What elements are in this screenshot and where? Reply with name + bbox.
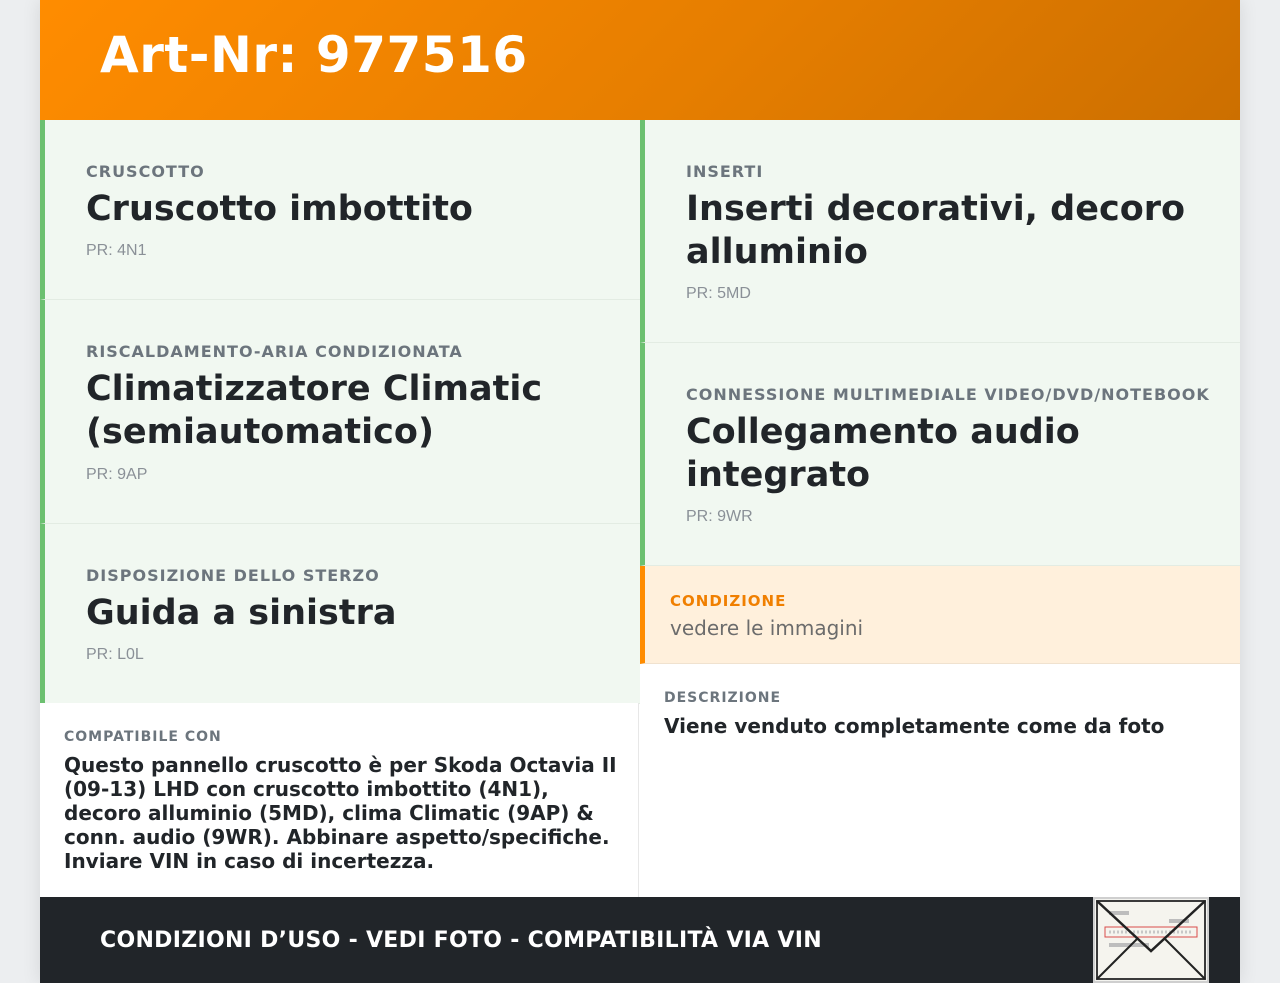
compatibility-label: COMPATIBILE CON bbox=[64, 729, 222, 745]
feature-category: DISPOSIZIONE DELLO STERZO bbox=[86, 566, 380, 585]
feature-pr-code: PR: 9WR bbox=[686, 508, 753, 525]
feature-category: CONNESSIONE MULTIMEDIALE VIDEO/DVD/NOTEBOOK bbox=[686, 385, 1210, 404]
feature-title: Cruscotto imbottito bbox=[86, 189, 473, 229]
feature-card-sterzo bbox=[40, 524, 640, 704]
feature-pr-code: PR: 4N1 bbox=[86, 242, 147, 259]
feature-title: Guida a sinistra bbox=[86, 593, 397, 633]
condition-value: vedere le immagini bbox=[670, 616, 864, 640]
envelope-logo-graphic bbox=[1095, 899, 1207, 981]
condition-label: CONDIZIONE bbox=[670, 592, 787, 610]
compatibility-section bbox=[40, 703, 639, 897]
feature-card-riscaldamento bbox=[40, 300, 640, 524]
feature-card-cruscotto bbox=[40, 120, 640, 300]
description-label: DESCRIZIONE bbox=[664, 690, 782, 706]
feature-pr-code: PR: L0L bbox=[86, 646, 144, 663]
compatibility-text: Questo pannello cruscotto è per Skoda Octavia II (09-13) LHD con cruscotto imbottito (4N1), decoro alluminio (5MD), clima Climatic (9AP) & conn. audio (9WR). Abbinare aspetto/specifiche. Inviare VIN in caso di incertezza. bbox=[64, 753, 617, 873]
envelope-icon bbox=[1093, 897, 1209, 983]
feature-card-inserti bbox=[640, 120, 1240, 343]
feature-category: INSERTI bbox=[686, 162, 764, 181]
feature-title: Climatizzatore Climatic (semiautomatico) bbox=[86, 369, 543, 452]
feature-pr-code: PR: 9AP bbox=[86, 466, 148, 483]
footer-notice: CONDIZIONI D’USO - VEDI FOTO - COMPATIBILITÀ VIA VIN bbox=[100, 928, 822, 953]
feature-category: CRUSCOTTO bbox=[86, 162, 205, 181]
feature-card-multimedia bbox=[640, 343, 1240, 566]
feature-category: RISCALDAMENTO-ARIA CONDIZIONATA bbox=[86, 342, 463, 361]
header-banner bbox=[40, 0, 1240, 120]
description-text: Viene venduto completamente come da foto bbox=[664, 714, 1165, 738]
feature-pr-code: PR: 5MD bbox=[686, 285, 751, 302]
article-number-title: Art-Nr: 977516 bbox=[100, 26, 528, 84]
feature-title: Inserti decorativi, decoro alluminio bbox=[686, 189, 1186, 272]
condition-card bbox=[640, 566, 1240, 664]
footer-bar bbox=[40, 897, 1240, 983]
feature-title: Collegamento audio integrato bbox=[686, 412, 1080, 495]
product-sheet bbox=[40, 0, 1240, 983]
